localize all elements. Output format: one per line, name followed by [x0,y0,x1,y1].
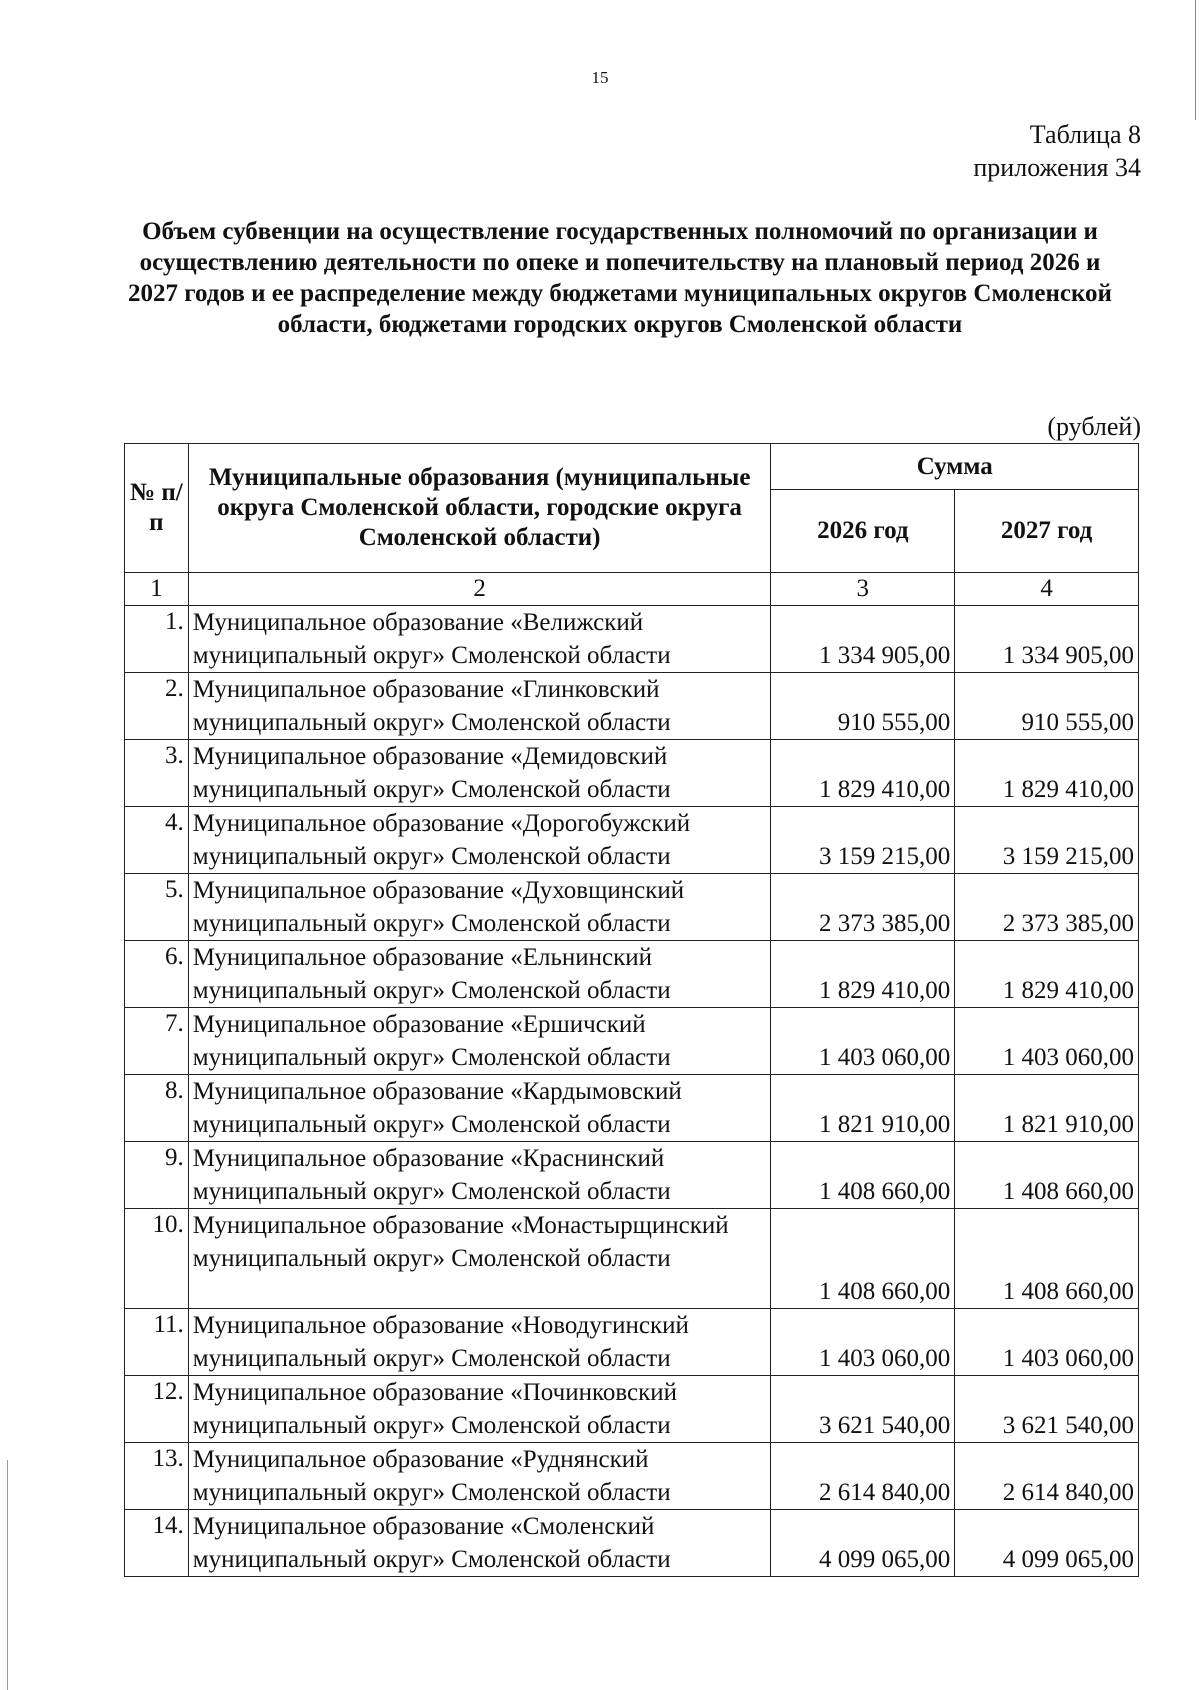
amount-2026: 1 403 060,00 [771,1008,955,1075]
page-number: 15 [591,68,609,87]
appendix-attachment-label: приложения 34 [973,153,1141,182]
municipality-name: Муниципальное образование «Духовщинский муниципальный округ» Смоленской области [188,874,771,941]
column-number: 1 [125,573,189,606]
amount-2027: 1 408 660,00 [955,1142,1139,1209]
row-number: 12. [125,1376,189,1443]
row-number: 4. [125,807,189,874]
amount-2027: 1 334 905,00 [955,606,1139,673]
subvention-table [124,443,1139,1577]
header-sum: Сумма [771,444,1139,490]
table-row [125,1075,1139,1142]
amount-2026: 1 334 905,00 [771,606,955,673]
amount-2026: 3 621 540,00 [771,1376,955,1443]
column-number: 4 [955,573,1139,606]
municipality-name: Муниципальное образование «Велижский муниципальный округ» Смоленской области [188,606,771,673]
municipality-name: Муниципальное образование «Починковский муниципальный округ» Смоленской области [188,1376,771,1443]
municipality-name: Муниципальное образование «Ершичский муниципальный округ» Смоленской области [188,1008,771,1075]
table-row [125,1008,1139,1075]
row-number: 11. [125,1309,189,1376]
scan-edge-line-left [7,1460,8,1690]
amount-2026: 1 408 660,00 [771,1142,955,1209]
units-label: (рублей) [1047,412,1141,441]
municipality-name: Муниципальное образование «Новодугинский муниципальный округ» Смоленской области [188,1309,771,1376]
table-row [125,874,1139,941]
table-row [125,1510,1139,1577]
table-row [125,606,1139,673]
row-number: 7. [125,1008,189,1075]
document-title: Объем субвенции на осуществление государственных полномочий по организации и осуществлению деятельности по опеке и попечительству на плановый период 2026 и 2027 годов и ее распределение между бюджетами муниципальных округов Смоленской области, бюджетами городских округов Смоленской области [128,218,1112,338]
row-number: 3. [125,740,189,807]
municipality-name: Муниципальное образование «Глинковский муниципальный округ» Смоленской области [188,673,771,740]
column-number: 2 [188,573,771,606]
municipality-name: Муниципальное образование «Дорогобужский муниципальный округ» Смоленской области [188,807,771,874]
municipality-name: Муниципальное образование «Руднянский муниципальный округ» Смоленской области [188,1443,771,1510]
amount-2026: 910 555,00 [771,673,955,740]
table-row [125,673,1139,740]
amount-2026: 1 821 910,00 [771,1075,955,1142]
row-number: 10. [125,1209,189,1309]
row-number: 1. [125,606,189,673]
amount-2027: 1 829 410,00 [955,941,1139,1008]
column-number: 3 [771,573,955,606]
table-row [125,807,1139,874]
appendix-reference [973,118,1141,184]
table-row [125,1443,1139,1510]
amount-2026: 4 099 065,00 [771,1510,955,1577]
amount-2027: 1 408 660,00 [955,1209,1139,1309]
amount-2026: 1 829 410,00 [771,941,955,1008]
row-number: 9. [125,1142,189,1209]
amount-2026: 2 373 385,00 [771,874,955,941]
municipality-name: Муниципальное образование «Демидовский муниципальный округ» Смоленской области [188,740,771,807]
amount-2027: 910 555,00 [955,673,1139,740]
header-year-2027: 2027 год [955,490,1139,573]
amount-2026: 3 159 215,00 [771,807,955,874]
table-row [125,1142,1139,1209]
table-row [125,1376,1139,1443]
row-number: 5. [125,874,189,941]
row-number: 13. [125,1443,189,1510]
amount-2027: 3 159 215,00 [955,807,1139,874]
amount-2027: 3 621 540,00 [955,1376,1139,1443]
amount-2027: 1 403 060,00 [955,1008,1139,1075]
table-row [125,941,1139,1008]
municipality-name: Муниципальное образование «Кардымовский муниципальный округ» Смоленской области [188,1075,771,1142]
header-municipality: Муниципальные образования (муниципальные округа Смоленской области, городские округа Смоленской области) [188,444,771,573]
table-row [125,740,1139,807]
table-row [125,1309,1139,1376]
row-number: 14. [125,1510,189,1577]
row-number: 6. [125,941,189,1008]
appendix-table-label: Таблица 8 [1029,120,1141,149]
amount-2027: 1 403 060,00 [955,1309,1139,1376]
scan-edge-line [1195,0,1196,120]
row-number: 8. [125,1075,189,1142]
header-year-2026: 2026 год [771,490,955,573]
municipality-name: Муниципальное образование «Монастырщинский муниципальный округ» Смоленской области [188,1209,771,1309]
row-number: 2. [125,673,189,740]
amount-2027: 2 373 385,00 [955,874,1139,941]
amount-2026: 1 403 060,00 [771,1309,955,1376]
amount-2026: 1 408 660,00 [771,1209,955,1309]
amount-2027: 4 099 065,00 [955,1510,1139,1577]
municipality-name: Муниципальное образование «Краснинский муниципальный округ» Смоленской области [188,1142,771,1209]
amount-2026: 2 614 840,00 [771,1443,955,1510]
header-num: № п/п [125,444,189,573]
municipality-name: Муниципальное образование «Ельнинский муниципальный округ» Смоленской области [188,941,771,1008]
municipality-name: Муниципальное образование «Смоленский муниципальный округ» Смоленской области [188,1510,771,1577]
amount-2027: 2 614 840,00 [955,1443,1139,1510]
amount-2026: 1 829 410,00 [771,740,955,807]
amount-2027: 1 821 910,00 [955,1075,1139,1142]
amount-2027: 1 829 410,00 [955,740,1139,807]
table-row [125,1209,1139,1309]
